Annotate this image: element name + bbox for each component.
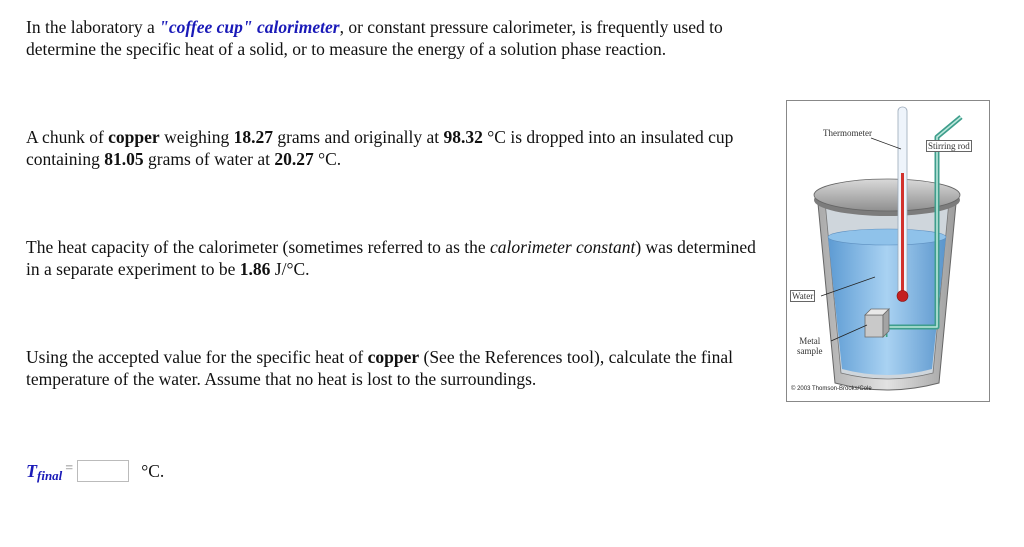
water-label: Water	[792, 291, 814, 301]
problem-paragraph: A chunk of copper weighing 18.27 grams and originally at 98.32 °C is dropped into an insulated cup containing 81.05 grams of water at 20.27 °C.	[26, 127, 734, 169]
instruction-paragraph: Using the accepted value for the specific heat of copper (See the References tool), calculate the final temperature of the water. Assume that no heat is lost to the surroundings.	[26, 347, 733, 389]
metal-temp: 98.32	[443, 127, 483, 147]
t-final-label: T	[26, 460, 37, 481]
water-temp: 20.27	[274, 149, 314, 169]
answer-row: T final = °C.	[26, 460, 165, 483]
t-final-input[interactable]	[77, 460, 129, 482]
answer-unit: °C.	[141, 460, 165, 481]
stirring-rod-label: Stirring rod	[928, 141, 970, 151]
thermometer-label: Thermometer	[823, 128, 872, 138]
calorimeter-constant-value: 1.86	[239, 259, 271, 279]
coffee-cup-term: "coffee cup" calorimeter	[159, 17, 340, 37]
intro-paragraph: In the laboratory a "coffee cup" calorimeter, or constant pressure calorimeter, is frequently used to determine the specific heat of a solid, or to measure the energy of a solution phase reaction.	[26, 17, 723, 59]
metal-mass: 18.27	[233, 127, 273, 147]
heat-capacity-paragraph: The heat capacity of the calorimeter (sometimes referred to as the calorimeter constant) was determined in a separate experiment to be 1.86 J/°C.	[26, 237, 756, 279]
water-mass: 81.05	[104, 149, 144, 169]
metal-name: copper	[108, 127, 160, 147]
copyright-text: © 2003 Thomson-Brooks/Cole	[791, 386, 872, 392]
calorimeter-diagram	[786, 100, 990, 402]
metal-sample-label: Metal sample	[797, 336, 823, 356]
